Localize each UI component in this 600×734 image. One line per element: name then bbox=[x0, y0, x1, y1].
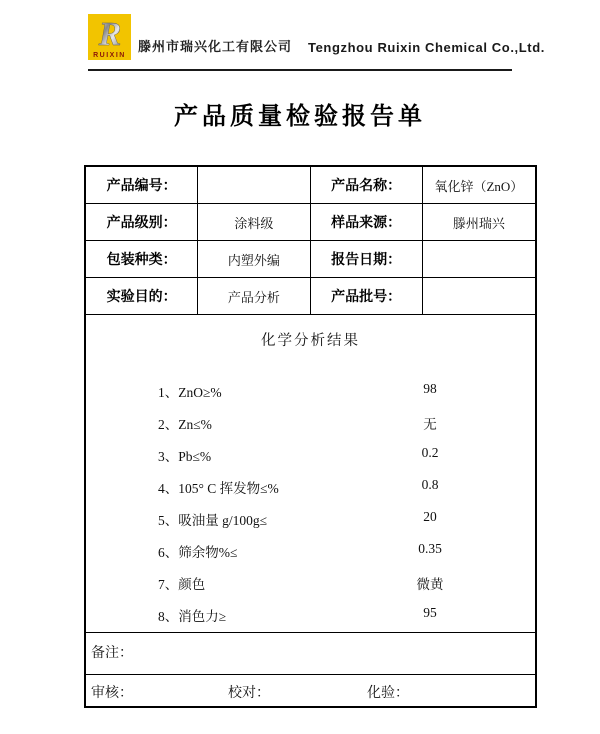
remark-label: 备注： bbox=[91, 646, 133, 661]
info-cell-label bbox=[311, 204, 423, 241]
info-cell-value bbox=[423, 278, 535, 315]
analysis-item-value: 20 bbox=[423, 509, 437, 524]
test-label: 化验： bbox=[367, 686, 409, 701]
analysis-item-value: 0.2 bbox=[421, 445, 439, 460]
proofread-label: 校对： bbox=[228, 686, 270, 701]
product-grade-value: 涂料级 bbox=[234, 215, 274, 231]
analysis-item-label: 1、ZnO≥% bbox=[158, 385, 222, 400]
analysis-item-label: 7、颜色 bbox=[158, 577, 206, 592]
info-cell-value bbox=[198, 204, 310, 241]
product-name-value: 氧化锌（ZnO） bbox=[434, 178, 524, 194]
info-cell-label bbox=[311, 241, 423, 278]
analysis-item-label: 8、消色力≥ bbox=[158, 609, 227, 624]
analysis-section bbox=[86, 315, 535, 633]
batch-number-label: 产品批号： bbox=[331, 288, 402, 304]
info-cell-label bbox=[86, 204, 198, 241]
sample-source-label: 样品来源： bbox=[331, 214, 402, 230]
test-purpose-label: 实验目的： bbox=[106, 288, 177, 304]
analysis-item-label: 2、Zn≤% bbox=[158, 417, 212, 432]
remark-row bbox=[86, 633, 535, 675]
sample-source-value: 滕州瑞兴 bbox=[452, 215, 505, 231]
analysis-item-label: 4、105° C 挥发物≤% bbox=[158, 481, 279, 496]
analysis-item-value: 0.35 bbox=[418, 541, 442, 556]
product-name-label: 产品名称： bbox=[331, 177, 402, 193]
info-cell-value bbox=[198, 241, 310, 278]
analysis-item-value: 0.8 bbox=[421, 477, 439, 492]
info-cell-label bbox=[311, 167, 423, 204]
logo-brand-text: RUIXIN bbox=[93, 52, 126, 59]
review-label: 审核： bbox=[91, 686, 133, 701]
analysis-item-label: 3、Pb≤% bbox=[158, 449, 212, 464]
info-cell-value bbox=[423, 241, 535, 278]
info-cell-label bbox=[311, 278, 423, 315]
company-header bbox=[88, 14, 545, 60]
report-table bbox=[84, 165, 537, 708]
logo-letter-r: R bbox=[98, 16, 122, 53]
product-grade-label: 产品级别： bbox=[106, 214, 177, 230]
header-divider bbox=[88, 69, 512, 71]
info-cell-value bbox=[423, 204, 535, 241]
analysis-item-label: 6、筛余物%≤ bbox=[158, 545, 238, 560]
info-cell-label bbox=[86, 278, 198, 315]
analysis-item-value: 98 bbox=[423, 381, 437, 396]
test-purpose-value: 产品分析 bbox=[227, 289, 280, 305]
info-cell-label bbox=[86, 241, 198, 278]
product-code-label: 产品编号： bbox=[106, 177, 177, 193]
packaging-type-value: 内塑外编 bbox=[227, 252, 280, 268]
analysis-item-value: 微黄 bbox=[416, 577, 444, 592]
analysis-item-value: 95 bbox=[423, 605, 437, 620]
analysis-item-value: 无 bbox=[423, 417, 437, 432]
info-cell-value bbox=[423, 167, 535, 204]
info-section bbox=[86, 167, 535, 315]
analysis-section-title: 化学分析结果 bbox=[261, 333, 360, 349]
company-name-english: Tengzhou Ruixin Chemical Co.,Ltd. bbox=[308, 40, 545, 55]
report-title: 产品质量检验报告单 bbox=[174, 103, 426, 130]
info-cell-value bbox=[198, 278, 310, 315]
packaging-type-label: 包装种类： bbox=[106, 251, 177, 267]
signoff-row bbox=[86, 675, 535, 706]
company-name-chinese: 滕州市瑞兴化工有限公司 bbox=[138, 39, 293, 54]
report-date-label: 报告日期： bbox=[331, 251, 402, 267]
info-cell-value bbox=[198, 167, 310, 204]
ruixin-logo-icon bbox=[88, 14, 131, 60]
analysis-item-label: 5、吸油量 g/100g≤ bbox=[158, 513, 268, 528]
info-cell-label bbox=[86, 167, 198, 204]
